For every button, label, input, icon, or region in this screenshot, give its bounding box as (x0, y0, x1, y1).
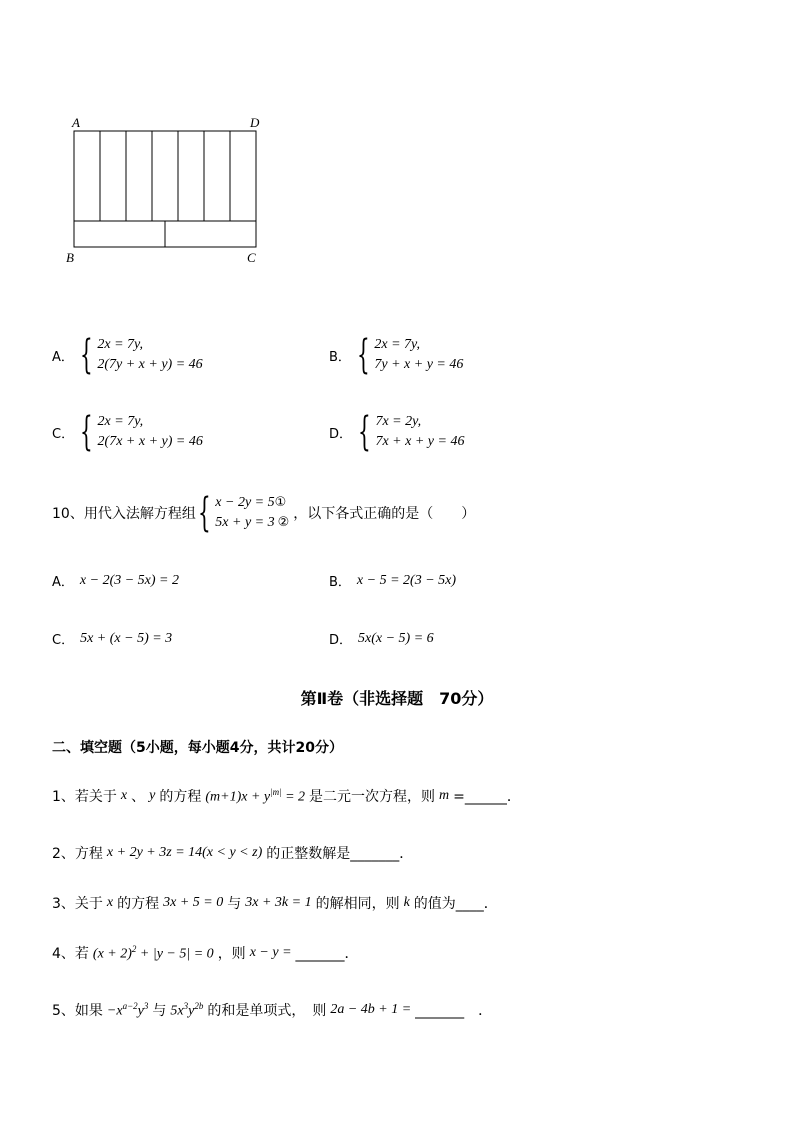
q10-eq2: 5x + y = 3 (215, 515, 275, 530)
q9-c-eq2: 2(7x + x + y) = 46 (97, 434, 203, 449)
vertex-label-c: C (247, 250, 256, 265)
q10-option-b: B． x − 5 = 2(3 − 5x) (329, 572, 457, 590)
q9-d-eq2: 7x + x + y = 46 (375, 434, 465, 449)
question-10: 10、用代入法解方程组 { x − 2y = 5① 5x + y = 3 ② ，以下各式正确的是（ ） (52, 490, 476, 536)
q9-option-d: D． { 7x = 2y, 7x + x + y = 46 (329, 409, 465, 455)
q10-option-a: A． x − 2(3 − 5x) = 2 (52, 572, 179, 590)
q10-option-c: C． 5x + (x − 5) = 3 (52, 630, 173, 648)
circled-two: ② (277, 515, 290, 530)
vertex-label-b: B (66, 250, 74, 265)
q9-a-eq1: 2x = 7y, (97, 337, 143, 352)
fill-question-3: 3、关于 x 的方程 3x + 5 = 0 与 3x + 3k = 1 的解相同，则 k 的值为____． (52, 895, 498, 912)
q10-eq1: x − 2y = 5 (215, 495, 275, 510)
q9-b-eq2: 7y + x + y = 46 (374, 357, 464, 372)
vertex-label-a: A (72, 115, 80, 130)
vertex-label-d: D (250, 115, 260, 130)
section-title: 二、填空题（5小题，每小题4分，共计20分） (52, 740, 343, 756)
q9-option-b: B． { 2x = 7y, 7y + x + y = 46 (329, 332, 464, 378)
q10-prefix: 10、用代入法解方程组 (52, 506, 196, 522)
q9-b-eq1: 2x = 7y, (374, 337, 420, 352)
q9-a-eq2: 2(7y + x + y) = 46 (97, 357, 203, 372)
q9-option-a: A． { 2x = 7y, 2(7y + x + y) = 46 (52, 332, 203, 378)
part2-title: 第Ⅱ卷（非选择题 70分） (300, 689, 494, 708)
q9-option-c: C． { 2x = 7y, 2(7x + x + y) = 46 (52, 409, 203, 455)
q9-d-eq1: 7x = 2y, (375, 414, 422, 429)
fill-question-5: 5、如果 $-x^{a-2}y^3$ 与 $5x^3y^{2b}$ 的和是单项式， 则 2a − 4b + 1 = _______ ． (52, 1000, 493, 1019)
circled-one: ① (274, 495, 287, 510)
q10-option-d: D． 5x(x − 5) = 6 (329, 630, 434, 648)
fill-question-2: 2、方程 x + 2y + 3z = 14(x < y < z) 的正整数解是_______． (52, 845, 414, 862)
fill-question-4: 4、若 $(x + 2)^2 + |y - 5| = 0$ ，则 x − y = _______． (52, 943, 359, 962)
q9-c-eq1: 2x = 7y, (97, 414, 144, 429)
fill-question-1: 1、若关于 x 、 y 的方程 $(m+1)x + y^{|m|} = 2$ 是二元一次方程，则 m =______． (52, 786, 521, 805)
q10-suffix: ，以下各式正确的是（ ） (293, 506, 476, 522)
rectangle-diagram (60, 110, 280, 270)
